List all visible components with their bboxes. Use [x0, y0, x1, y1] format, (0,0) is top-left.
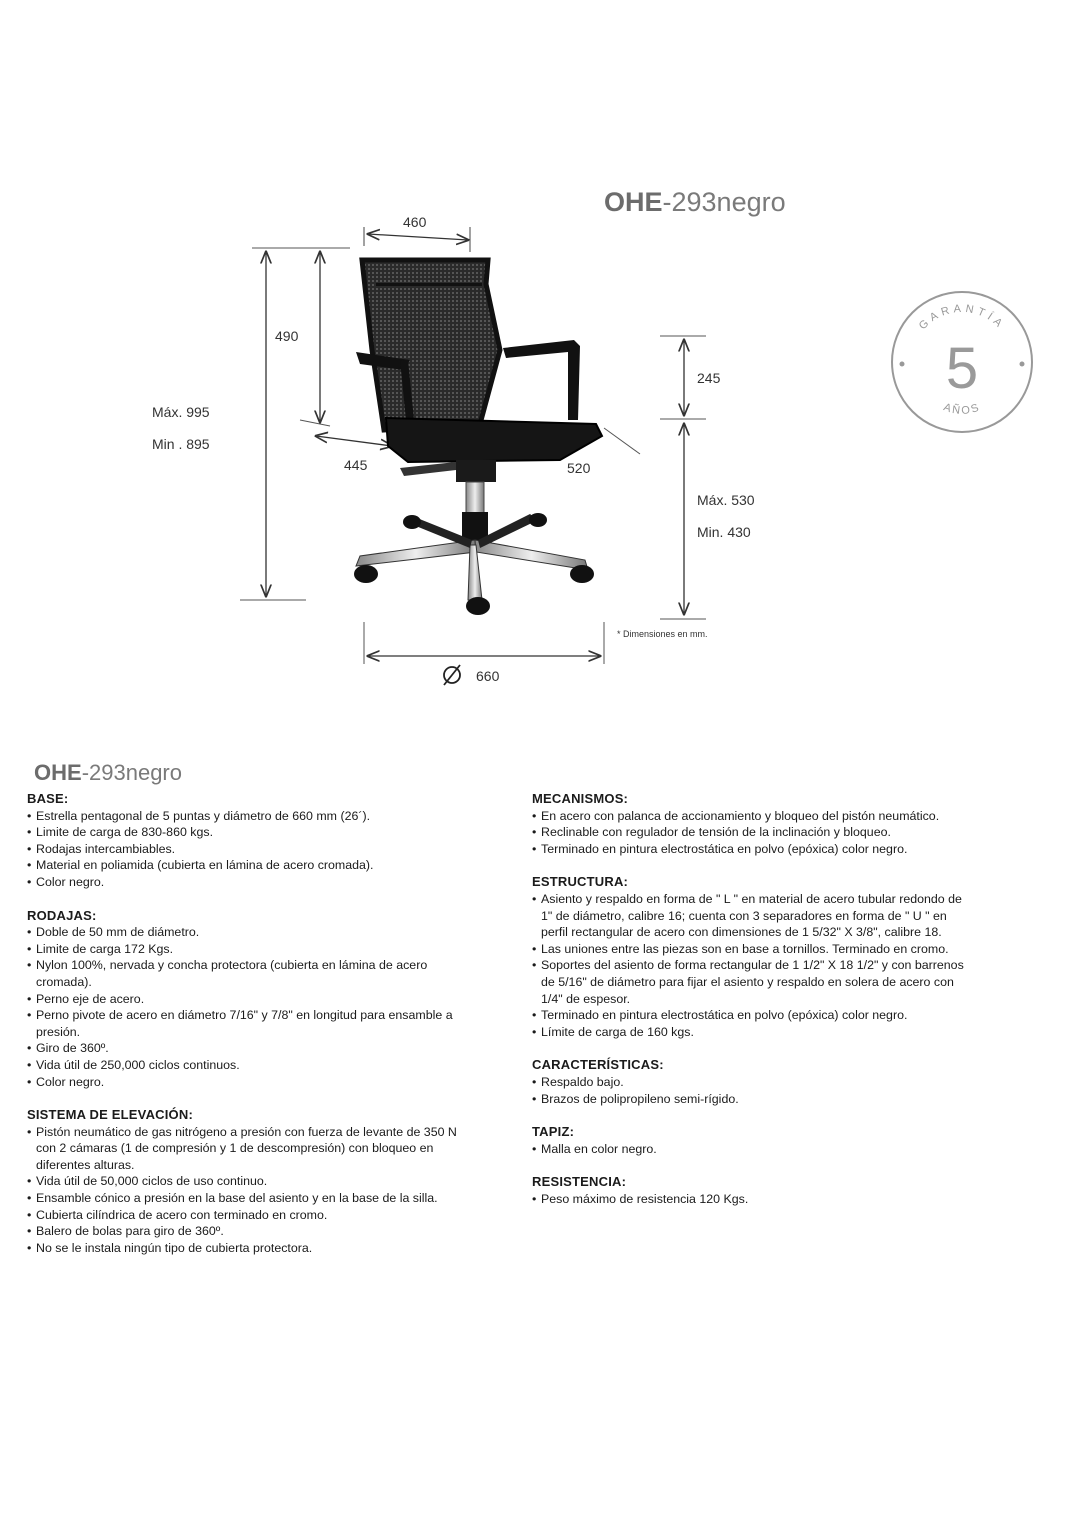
spec-item [27, 1223, 467, 1240]
spec-item [27, 1040, 467, 1057]
bullet-icon: • [27, 991, 32, 1006]
spec-item-text: Cubierta cilíndrica de acero con terminado en cromo. [36, 1207, 328, 1222]
warranty-bottom-text: AÑOS [941, 401, 983, 418]
product-title-strong: OHE [604, 187, 663, 217]
chair-dimension-drawing [0, 0, 1080, 720]
dim-label-seat-depth: 445 [344, 457, 368, 473]
spec-item-text: Rodajas intercambiables. [36, 841, 176, 856]
specs-left-column [27, 791, 467, 1273]
spec-item-text: No se le instala ningún tipo de cubierta protectora. [36, 1240, 313, 1255]
bullet-icon: • [27, 1008, 32, 1023]
spec-section-heading: BASE: [27, 791, 69, 806]
bullet-icon: • [532, 808, 537, 823]
spec-item-text: Brazos de polipropileno semi-rígido. [541, 1091, 739, 1106]
spec-item-text: Respaldo bajo. [541, 1074, 624, 1089]
bullet-icon: • [532, 941, 537, 956]
product-title-rest: -293negro [662, 187, 786, 217]
spec-item-text: Doble de 50 mm de diámetro. [36, 925, 200, 940]
dim-label-seat-height-min: Min. 430 [697, 524, 751, 540]
spec-item-text: Malla en color negro. [541, 1141, 657, 1156]
spec-item [27, 824, 467, 841]
spec-section-heading: ESTRUCTURA: [532, 874, 629, 890]
spec-item [27, 857, 467, 874]
spec-item [532, 1191, 972, 1208]
warranty-badge [892, 292, 1032, 432]
dim-label-seat-height-max: Máx. 530 [697, 492, 755, 508]
bullet-icon: • [532, 1141, 537, 1156]
spec-section-heading: TAPIZ: [532, 1124, 575, 1140]
bullet-icon: • [27, 1074, 32, 1089]
spec-section [532, 874, 972, 1040]
bullet-icon: • [532, 1024, 537, 1039]
spec-item-text: Color negro. [36, 1074, 105, 1089]
dim-label-total-min: Min . 895 [152, 436, 210, 452]
spec-item [532, 1091, 972, 1108]
spec-item [532, 1024, 972, 1041]
spec-item-text: Terminado en pintura electrostática en polvo (epóxica) color negro. [541, 1008, 908, 1023]
spec-section [532, 1174, 972, 1207]
spec-section-heading: CARACTERÍSTICAS: [532, 1057, 664, 1073]
product-title-specs [34, 760, 182, 786]
bullet-icon: • [27, 1240, 32, 1255]
bullet-icon: • [27, 858, 32, 873]
spec-item [27, 1240, 467, 1257]
spec-item-text: Vida útil de 50,000 ciclos de uso continuo. [36, 1174, 268, 1189]
bullet-icon: • [27, 1057, 32, 1072]
spec-item-text: En acero con palanca de accionamiento y bloqueo del pistón neumático. [541, 808, 940, 823]
spec-item-text: Estrella pentagonal de 5 puntas y diámetro de 660 mm (26´). [36, 808, 371, 823]
bullet-icon: • [532, 1008, 537, 1023]
dim-top-width [364, 227, 470, 252]
bullet-icon: • [27, 958, 32, 973]
spec-item-text: Balero de bolas para giro de 360º. [36, 1224, 224, 1239]
bullet-icon: • [27, 941, 32, 956]
specs-right-column [532, 791, 972, 1224]
spec-item-text: Límite de carga de 160 kgs. [541, 1024, 694, 1039]
chair-illustration [354, 260, 602, 615]
bullet-icon: • [27, 1224, 32, 1239]
spec-item [27, 1207, 467, 1224]
spec-item [532, 1141, 972, 1158]
spec-section [27, 908, 467, 1091]
dim-label-total-max: Máx. 995 [152, 404, 210, 420]
dim-label-arm-height: 245 [697, 370, 721, 386]
units-note: * Dimensiones en mm. [617, 629, 708, 639]
dim-label-width-top: 460 [403, 214, 427, 230]
bullet-icon: • [27, 808, 32, 823]
bullet-icon: • [532, 1074, 537, 1089]
spec-item [27, 874, 467, 891]
spec-section [532, 791, 972, 857]
spec-item [27, 1173, 467, 1190]
spec-item [27, 1074, 467, 1091]
spec-item [532, 841, 972, 858]
bullet-icon: • [27, 1207, 32, 1222]
spec-item [532, 1074, 972, 1091]
bullet-icon: • [532, 1191, 537, 1206]
spec-item-text: Limite de carga de 830-860 kgs. [36, 825, 214, 840]
bullet-icon: • [27, 841, 32, 856]
spec-item [27, 841, 467, 858]
spec-section-heading: RESISTENCIA: [532, 1174, 627, 1190]
spec-item [27, 957, 467, 990]
bullet-icon: • [27, 874, 32, 889]
bullet-icon: • [27, 1174, 32, 1189]
bullet-icon: • [532, 891, 537, 906]
bullet-icon: • [532, 841, 537, 856]
bullet-icon: • [27, 1191, 32, 1206]
spec-section-heading: RODAJAS: [27, 907, 97, 923]
spec-section-heading: MECANISMOS: [532, 791, 629, 806]
spec-item [532, 808, 972, 825]
spec-item [27, 1190, 467, 1207]
spec-item-text: Color negro. [36, 874, 105, 889]
product-title-strong: OHE [34, 760, 82, 785]
bullet-icon: • [532, 825, 537, 840]
warranty-number: 5 [945, 336, 979, 401]
spec-item-text: Pistón neumático de gas nitrógeno a presión con fuerza de levante de 350 N con 2 cámaras (1 de compresión y 1 de descompresión) con bloqueo en diferentes alturas. [36, 1124, 457, 1172]
bullet-icon: • [27, 1124, 32, 1139]
spec-item [532, 957, 972, 1007]
spec-section [532, 1124, 972, 1157]
spec-item-text: Material en poliamida (cubierta en lámina de acero cromada). [36, 858, 374, 873]
spec-item-text: Nylon 100%, nervada y concha protectora (cubierta en lámina de acero cromada). [36, 958, 428, 989]
spec-item-text: Perno pivote de acero en diámetro 7/16" y 7/8" en longitud para ensamble a presión. [36, 1008, 453, 1039]
dim-label-base-diameter: 660 [476, 668, 500, 684]
spec-item [27, 941, 467, 958]
spec-item [532, 1007, 972, 1024]
spec-item-text: Perno eje de acero. [36, 991, 145, 1006]
spec-item-text: Asiento y respaldo en forma de " L " en material de acero tubular redondo de 1" de diámetro, calibre 16; cuenta con 3 separadores en forma de " U " en perfil rectangular de acero con dimensiones de 1 5/32" X 3/8", calibre 18. [541, 891, 962, 940]
spec-section-heading: SISTEMA DE ELEVACIÓN: [27, 1107, 193, 1123]
spec-item [27, 1057, 467, 1074]
dim-label-seat-width: 520 [567, 460, 591, 476]
dim-total-height [240, 248, 350, 600]
spec-item [532, 891, 972, 941]
spec-item [532, 941, 972, 958]
bullet-icon: • [27, 825, 32, 840]
spec-item-text: Reclinable con regulador de tensión de la inclinación y bloqueo. [541, 825, 891, 840]
spec-item [27, 1124, 467, 1174]
spec-item [532, 824, 972, 841]
spec-item [27, 808, 467, 825]
spec-item-text: Vida útil de 250,000 ciclos continuos. [36, 1057, 240, 1072]
spec-item [27, 991, 467, 1008]
dim-label-backrest-height: 490 [275, 328, 299, 344]
spec-section [27, 791, 467, 891]
spec-item-text: Terminado en pintura electrostática en polvo (epóxica) color negro. [541, 841, 908, 856]
bullet-icon: • [27, 1041, 32, 1056]
warranty-top-text: GARANTÍA [916, 302, 1008, 333]
spec-item-text: Ensamble cónico a presión en la base del asiento y en la base de la silla. [36, 1191, 438, 1206]
bullet-icon: • [27, 925, 32, 940]
spec-item [27, 1007, 467, 1040]
spec-item-text: Giro de 360º. [36, 1041, 109, 1056]
spec-section [532, 1057, 972, 1107]
product-title-rest: -293negro [81, 760, 182, 785]
spec-item-text: Soportes del asiento de forma rectangular de 1 1/2" X 18 1/2" y con barrenos de 5/16" de diámetro para fijar el asiento y respaldo en solera de acero con 1/4" de espesor. [541, 958, 964, 1006]
spec-item-text: Las uniones entre las piezas son en base a tornillos. Terminado en cromo. [541, 941, 949, 956]
spec-item-text: Limite de carga 172 Kgs. [36, 941, 174, 956]
bullet-icon: • [532, 958, 537, 973]
spec-section [27, 1107, 467, 1256]
spec-item [27, 924, 467, 941]
bullet-icon: • [532, 1091, 537, 1106]
spec-item-text: Peso máximo de resistencia 120 Kgs. [541, 1191, 749, 1206]
